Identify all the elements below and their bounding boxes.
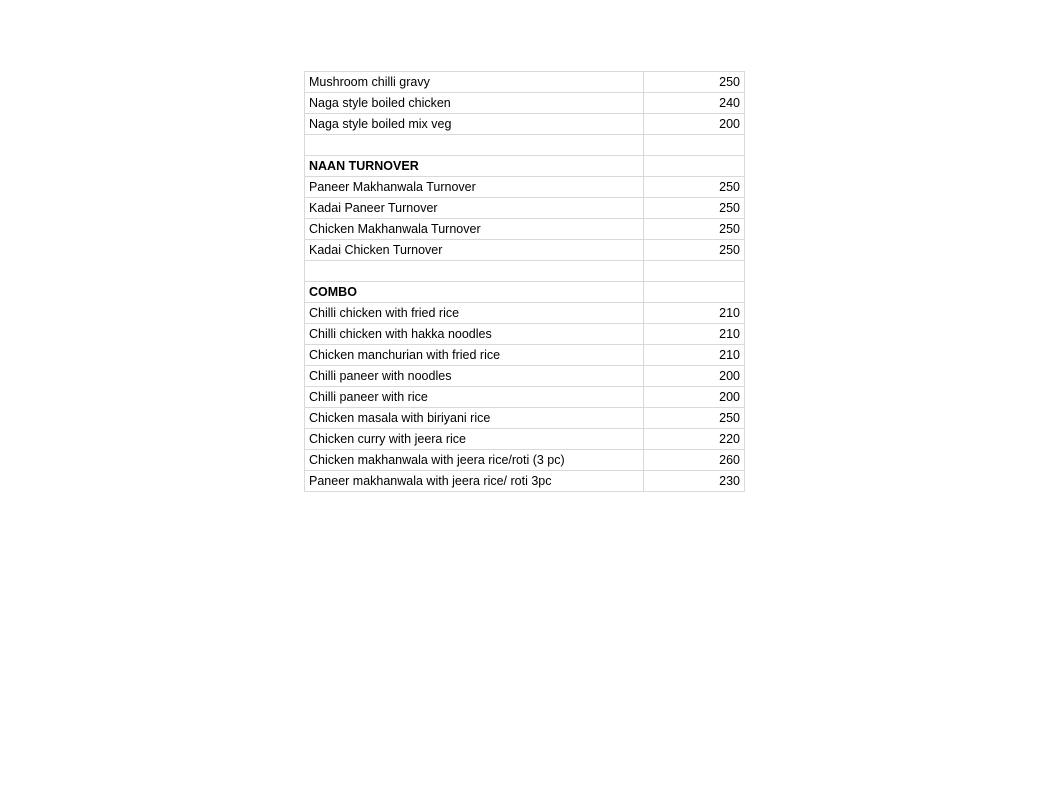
menu-table-body	[305, 72, 745, 492]
menu-row	[305, 219, 745, 240]
item-name: Chicken curry with jeera rice	[305, 429, 644, 450]
blank-cell	[305, 135, 644, 156]
item-price: 200	[644, 114, 745, 135]
menu-row	[305, 93, 745, 114]
menu-row	[305, 114, 745, 135]
menu-row	[305, 429, 745, 450]
blank-row	[305, 135, 745, 156]
section-heading-row	[305, 282, 745, 303]
item-name: Chilli paneer with rice	[305, 387, 644, 408]
menu-row	[305, 324, 745, 345]
item-name: Chilli chicken with hakka noodles	[305, 324, 644, 345]
item-price: 210	[644, 303, 745, 324]
item-price: 240	[644, 93, 745, 114]
menu-table	[304, 71, 745, 492]
item-price: 250	[644, 198, 745, 219]
blank-cell	[644, 261, 745, 282]
section-heading-row	[305, 156, 745, 177]
menu-row	[305, 387, 745, 408]
blank-cell	[305, 261, 644, 282]
item-price: 200	[644, 366, 745, 387]
item-name: Kadai Paneer Turnover	[305, 198, 644, 219]
item-price: 250	[644, 219, 745, 240]
menu-row	[305, 303, 745, 324]
section-heading-price-cell	[644, 156, 745, 177]
menu-row	[305, 450, 745, 471]
menu-row	[305, 408, 745, 429]
blank-cell	[644, 135, 745, 156]
menu-row	[305, 366, 745, 387]
section-heading-price-cell	[644, 282, 745, 303]
item-price: 260	[644, 450, 745, 471]
item-name: Kadai Chicken Turnover	[305, 240, 644, 261]
menu-row	[305, 471, 745, 492]
blank-row	[305, 261, 745, 282]
item-price: 250	[644, 177, 745, 198]
item-price: 250	[644, 72, 745, 93]
item-price: 210	[644, 345, 745, 366]
item-price: 200	[644, 387, 745, 408]
menu-row	[305, 240, 745, 261]
item-name: Paneer makhanwala with jeera rice/ roti 3pc	[305, 471, 644, 492]
item-name: Chicken Makhanwala Turnover	[305, 219, 644, 240]
item-name: Chicken masala with biriyani rice	[305, 408, 644, 429]
menu-row	[305, 72, 745, 93]
item-name: Paneer Makhanwala Turnover	[305, 177, 644, 198]
item-name: Chilli paneer with noodles	[305, 366, 644, 387]
menu-row	[305, 345, 745, 366]
item-price: 250	[644, 240, 745, 261]
menu-row	[305, 198, 745, 219]
item-name: Naga style boiled mix veg	[305, 114, 644, 135]
item-price: 210	[644, 324, 745, 345]
section-heading: NAAN TURNOVER	[305, 156, 644, 177]
item-price: 230	[644, 471, 745, 492]
item-price: 250	[644, 408, 745, 429]
item-name: Mushroom chilli gravy	[305, 72, 644, 93]
item-name: Chilli chicken with fried rice	[305, 303, 644, 324]
menu-row	[305, 177, 745, 198]
item-price: 220	[644, 429, 745, 450]
item-name: Naga style boiled chicken	[305, 93, 644, 114]
item-name: Chicken manchurian with fried rice	[305, 345, 644, 366]
item-name: Chicken makhanwala with jeera rice/roti (3 pc)	[305, 450, 644, 471]
section-heading: COMBO	[305, 282, 644, 303]
